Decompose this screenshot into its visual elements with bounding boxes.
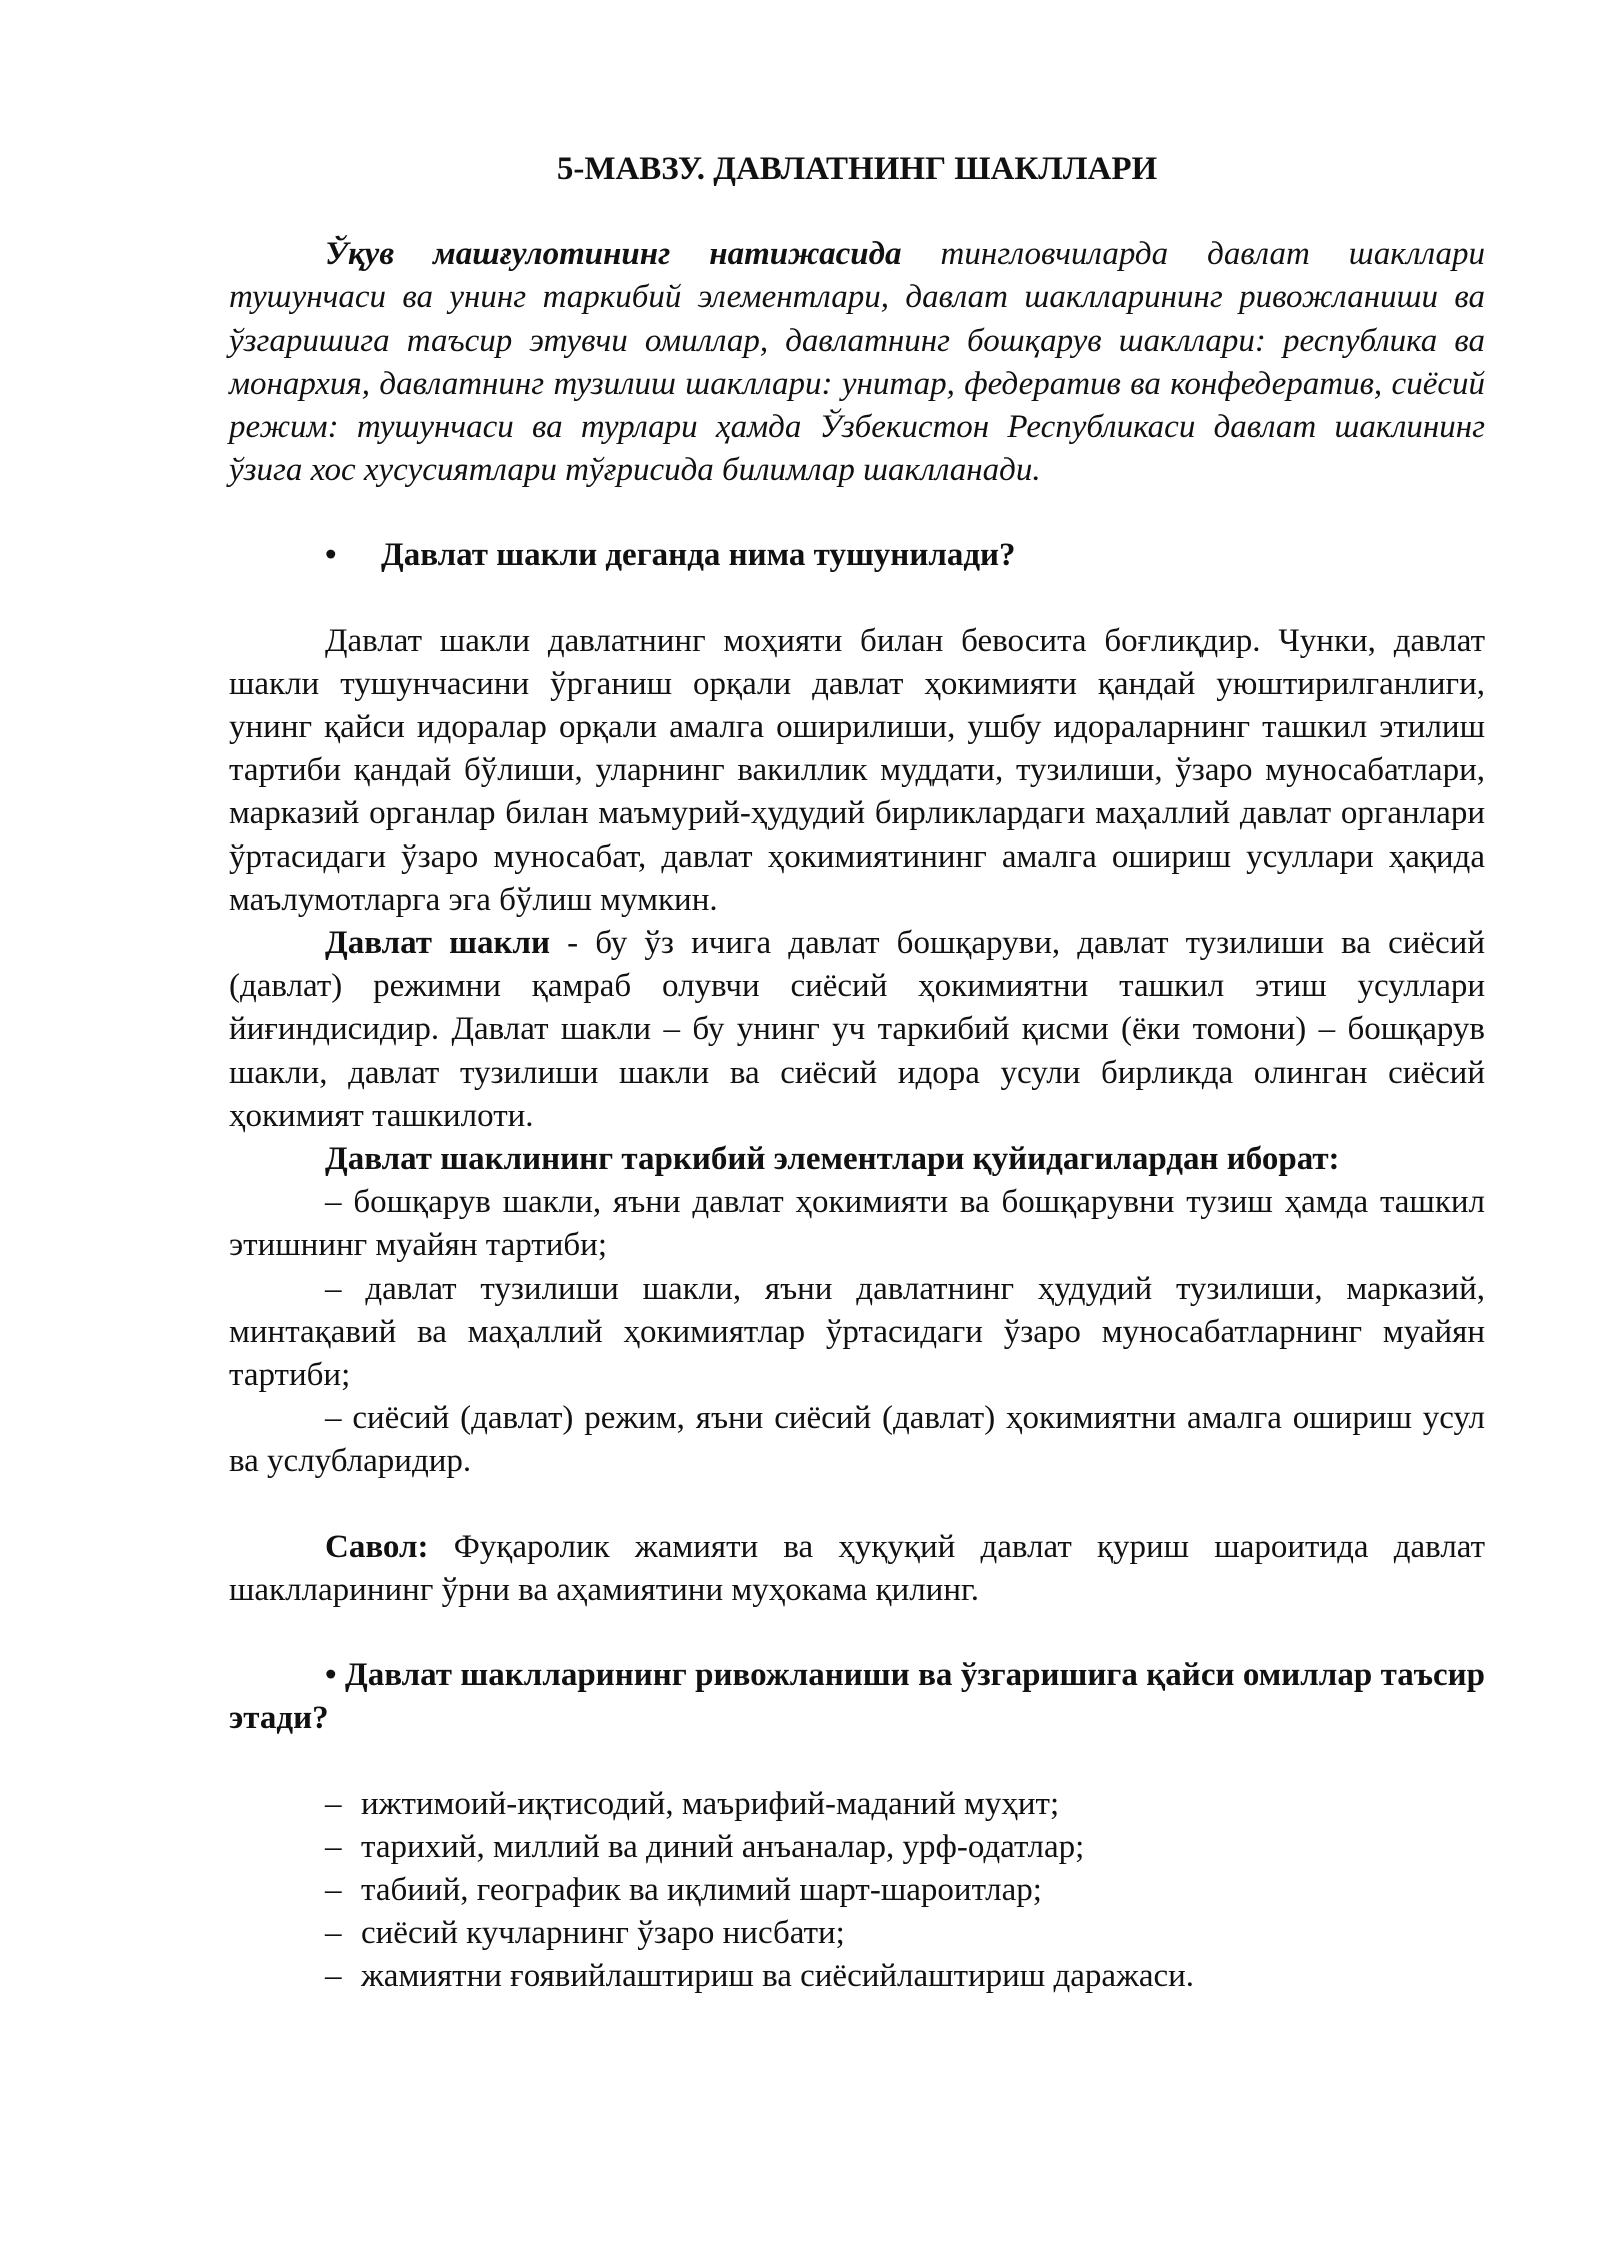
bullet-icon: • bbox=[325, 537, 337, 574]
elements-heading: Давлат шаклининг таркибий элементлари қуйидагилардан иборат: bbox=[325, 1141, 1340, 1178]
dash-marker: – bbox=[325, 1785, 342, 1822]
intro-lead: Ўқув машғулотининг натижасида bbox=[325, 236, 902, 273]
list-item: – сиёсий кучларнинг ўзаро нисбати; bbox=[229, 1912, 1485, 1955]
question-text: Фуқаролик жамияти ва ҳуқуқий давлат қуриш шароитида давлат шаклларининг ўрни ва аҳамиятини муҳокама қилинг. bbox=[229, 1528, 1485, 1608]
section2-question: Давлат шаклларининг ривожланиши ва ўзгаришига қайси омиллар таъсир этади? bbox=[229, 1657, 1485, 1737]
question-label: Савол: bbox=[325, 1528, 429, 1565]
page-title: 5-МАВЗУ. ДАВЛАТНИНГ ШАКЛЛАРИ bbox=[556, 151, 1158, 187]
section2-heading bbox=[229, 1654, 1485, 1740]
factors-list bbox=[229, 1783, 1485, 1999]
section1-heading bbox=[229, 534, 1485, 577]
dash-marker: – bbox=[325, 1915, 342, 1952]
definition-paragraph bbox=[229, 922, 1485, 1138]
intro-paragraph bbox=[229, 233, 1485, 492]
dash-marker: – bbox=[325, 1828, 342, 1865]
dash-marker: – bbox=[325, 1958, 342, 1995]
list-item: – ижтимоий-иқтисодий, маърифий-маданий муҳит; bbox=[229, 1783, 1485, 1826]
document-body bbox=[229, 148, 1485, 1999]
list-item: – табиий, географик ва иқлимий шарт-шароитлар; bbox=[229, 1869, 1485, 1912]
section1-paragraph: Давлат шакли давлатнинг моҳияти билан бевосита боғлиқдир. Чунки, давлат шакли тушунчасини ўрганиш орқали давлат ҳокимияти қандай уюштирилганлиги, унинг қайси идоралар орқали амалга оширилиши, ушбу идораларнинг ташкил этилиш тартиби қандай бўлиши, уларнинг вакиллик муддати, тузилиши, ўзаро муносабатлари, марказий органлар билан маъмурий-ҳудудий бирликлардаги маҳаллий давлат органлари ўртасидаги ўзаро муносабат, давлат ҳокимиятининг амалга ошириш усуллари ҳақида маълумотларга эга бўлиш мумкин. bbox=[229, 622, 1485, 918]
definition-rest: - бу ўз ичига давлат бошқаруви, давлат тузилиши ва сиёсий (давлат) режимни қамраб олувчи сиёсий ҳокимиятни ташкил этиш усуллари йиғиндисидир. Давлат шакли – бу унинг уч таркибий қисми (ёки томони) – бошқарув шакли, давлат тузилиши шакли ва сиёсий идора усули бирликда олинган сиёсий ҳокимият ташкилоти. bbox=[229, 925, 1485, 1134]
section1-question: Давлат шакли деганда нима тушунилади? bbox=[381, 537, 1016, 574]
question-paragraph bbox=[229, 1526, 1485, 1612]
list-item: – жамиятни ғоявийлаштириш ва сиёсийлаштириш даражаси. bbox=[229, 1955, 1485, 1998]
element-item: – давлат тузилиши шакли, яъни давлатнинг ҳудудий тузилиши, марказий, минтақавий ва маҳаллий ҳокимиятлар ўртасидаги ўзаро муносабатларнинг муайян тартиби; bbox=[229, 1270, 1485, 1394]
definition-term: Давлат шакли bbox=[325, 925, 550, 962]
list-item: – тарихий, миллий ва диний анъаналар, урф-одатлар; bbox=[229, 1826, 1485, 1869]
dash-marker: – bbox=[325, 1871, 342, 1908]
element-item: – бошқарув шакли, яъни давлат ҳокимияти ва бошқарувни тузиш ҳамда ташкил этишнинг муайян тартиби; bbox=[229, 1184, 1485, 1264]
bullet-icon: • bbox=[325, 1657, 337, 1694]
intro-rest: тингловчиларда давлат шакллари тушунчаси ва унинг таркибий элементлари, давлат шаклларининг ривожланиши ва ўзгаришига таъсир этувчи омиллар, давлатнинг бошқарув шакллари: республика ва монархия, давлатнинг тузилиш шакллари: унитар, федератив ва конфедератив, сиёсий режим: тушунчаси ва турлари ҳамда Ўзбекистон Республикаси давлат шаклининг ўзига хос хусусиятлари тўғрисида билимлар шаклланади. bbox=[229, 236, 1485, 489]
element-item: – сиёсий (давлат) режим, яъни сиёсий (давлат) ҳокимиятни амалга ошириш усул ва услубларидир. bbox=[229, 1400, 1485, 1480]
